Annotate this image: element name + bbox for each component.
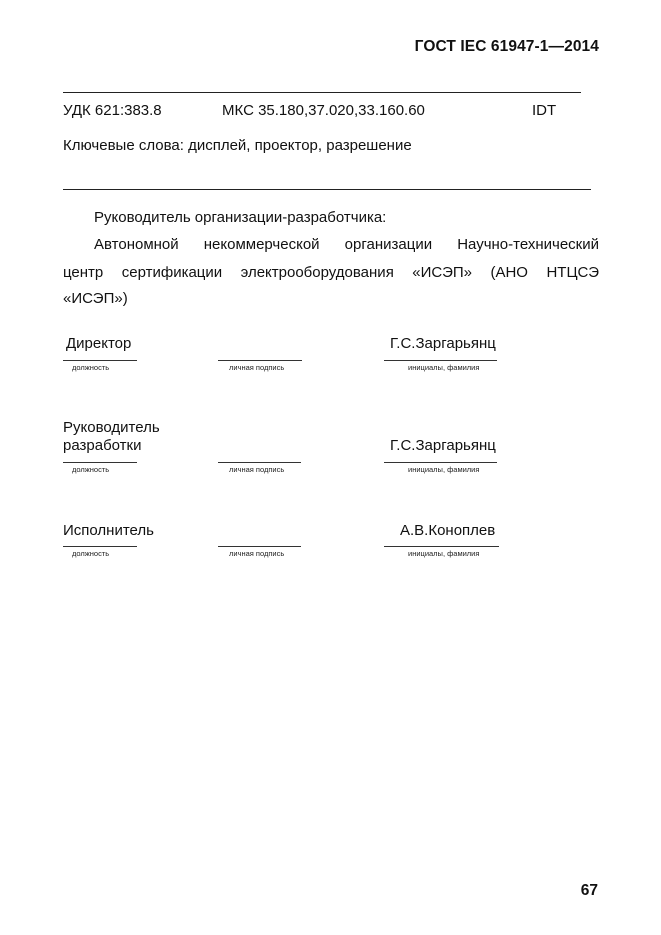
signature-3-name-caption: инициалы, фамилия bbox=[408, 549, 480, 558]
signature-2-name-line bbox=[384, 462, 497, 463]
signature-2-signature-caption: личная подпись bbox=[229, 465, 285, 474]
signature-3-signature-caption: личная подпись bbox=[229, 549, 285, 558]
signature-1-name-line bbox=[384, 360, 497, 361]
organization-heading: Руководитель организации-разработчика: bbox=[94, 209, 387, 226]
signature-3-name-line bbox=[384, 546, 499, 547]
signature-2-name-caption: инициалы, фамилия bbox=[408, 465, 480, 474]
signature-3-position-line bbox=[63, 546, 137, 547]
signature-1-name-caption: инициалы, фамилия bbox=[408, 363, 480, 372]
signature-3-position: Исполнитель bbox=[63, 522, 154, 539]
signature-2-position-line-2: разработки bbox=[63, 437, 142, 454]
signature-2-position-caption: должность bbox=[72, 465, 110, 474]
signature-1-signature-line bbox=[218, 360, 302, 361]
top-divider bbox=[63, 92, 581, 93]
organization-line-3: «ИСЭП») bbox=[63, 290, 128, 307]
signature-2-position: Руководитель bbox=[63, 419, 160, 436]
signature-2-name: Г.С.Заргарьянц bbox=[390, 437, 496, 454]
signature-2-position-line bbox=[63, 462, 137, 463]
keywords-divider bbox=[63, 189, 591, 190]
signature-1-position: Директор bbox=[66, 335, 132, 352]
organization-line-1: Автономной некоммерческой организации Научно-технический bbox=[94, 236, 599, 253]
keywords-line: Ключевые слова: дисплей, проектор, разрешение bbox=[63, 137, 412, 154]
signature-3-name: А.В.Коноплев bbox=[400, 522, 496, 539]
signature-2-signature-line bbox=[218, 462, 301, 463]
page-number: 67 bbox=[580, 882, 598, 899]
organization-line-2: центр сертификации электрооборудования «ИСЭП» (АНО НТЦСЭ bbox=[63, 264, 599, 281]
signature-3-position-caption: должность bbox=[72, 549, 110, 558]
udk-code: УДК 621:383.8 bbox=[63, 102, 162, 119]
mks-code: МКС 35.180,37.020,33.160.60 bbox=[222, 102, 425, 119]
signature-1-name: Г.С.Заргарьянц bbox=[390, 335, 496, 352]
equivalence-code: IDT bbox=[532, 102, 557, 119]
signature-1-signature-caption: личная подпись bbox=[229, 363, 285, 372]
signature-1-position-line bbox=[63, 360, 137, 361]
standard-code-header: ГОСТ IEC 61947-1—2014 bbox=[414, 38, 599, 55]
signature-3-signature-line bbox=[218, 546, 301, 547]
signature-1-position-caption: должность bbox=[72, 363, 110, 372]
